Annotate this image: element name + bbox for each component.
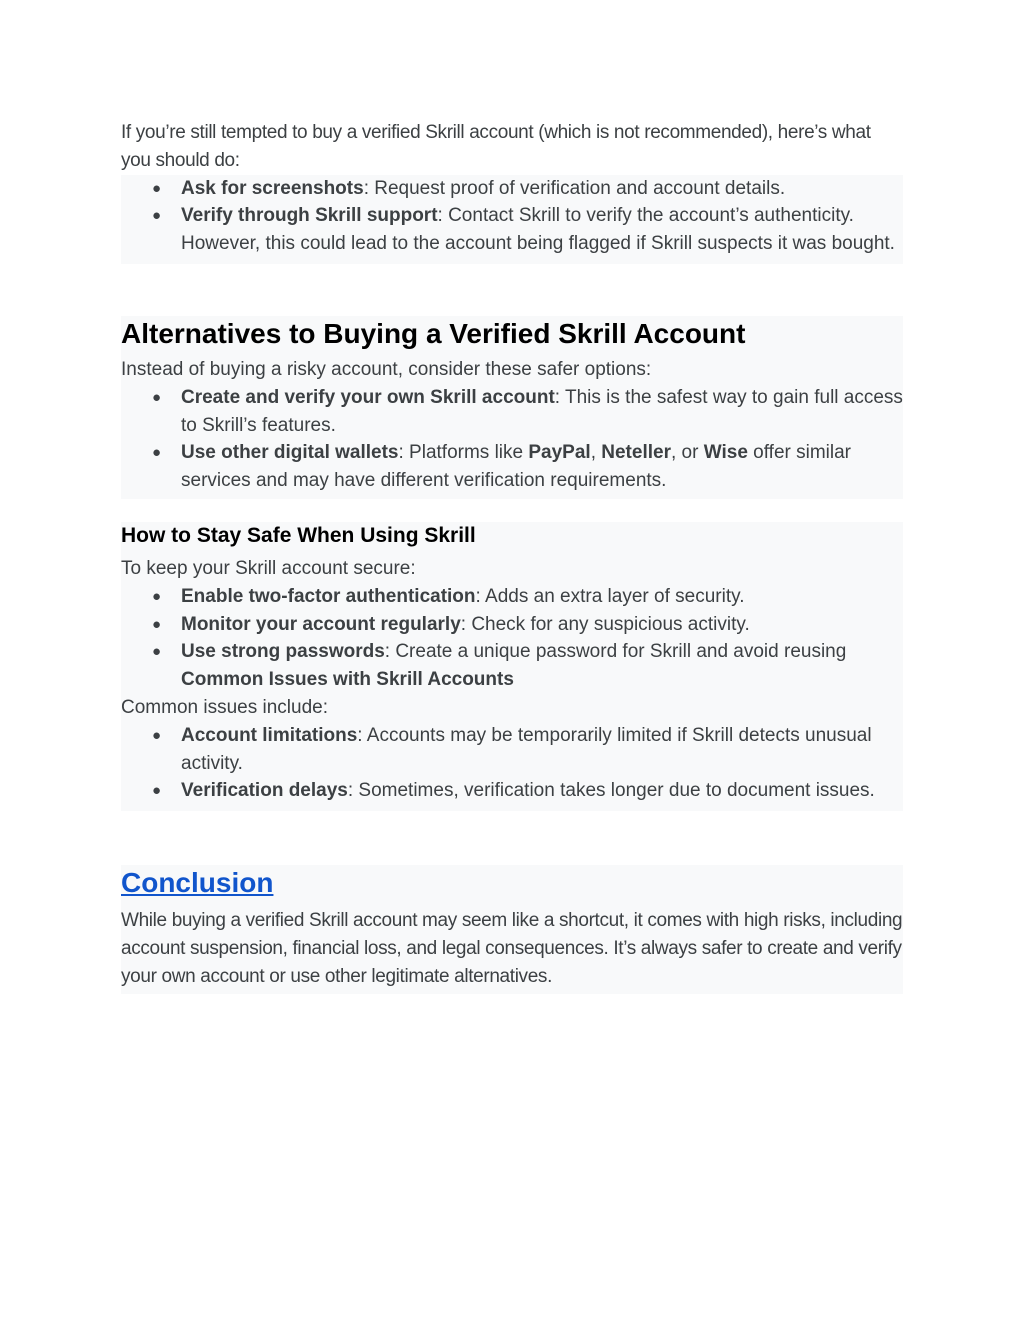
item-text: : This is the safest way to gain full access to Skrill’s features. [181,386,903,436]
conclusion-section [121,865,903,994]
alternatives-paragraph: Instead of buying a risky account, consider these safer options: [121,359,652,380]
bullet-icon: ● [152,782,162,800]
paypal-label: PayPal [528,442,591,464]
list-item [152,722,903,778]
intro-section [121,119,903,264]
safety-list [121,583,903,666]
item-bold: Ask for screenshots [181,177,364,199]
alternatives-list [121,384,903,499]
item-text: : Sometimes, verification takes longer due to document issues. [347,780,875,802]
alternatives-section [121,316,903,499]
item-bold: Enable two-factor authentication [181,585,476,607]
list-item [152,202,903,258]
item-bold: Monitor your account regularly [181,613,461,635]
bullet-icon: ● [152,444,162,462]
list-item [152,583,903,611]
item-text: : Contact Skrill to verify the account’s authenticity. However, this could lead to the account being flagged if Skrill suspects it was bought. [181,205,895,255]
issues-list [121,722,903,811]
item-text: , or [670,442,704,464]
intro-paragraph: If you’re still tempted to buy a verified Skrill account (which is not recommended), here’s what you should do: [121,122,871,171]
neteller-label: Neteller [601,442,671,464]
safety-heading: How to Stay Safe When Using Skrill [121,524,476,547]
item-bold: Account limitations [181,724,358,746]
list-item [152,638,903,666]
bullet-icon: ● [152,643,162,661]
issues-subheading: Common Issues with Skrill Accounts [121,666,903,694]
item-text: , [590,442,602,464]
safety-paragraph: To keep your Skrill account secure: [121,558,416,579]
item-text: : Platforms like [398,442,529,464]
bullet-icon: ● [152,726,162,744]
list-item [152,175,903,203]
list-item [152,384,903,440]
bullet-icon: ● [152,179,162,197]
item-bold: Verify through Skrill support [181,205,438,227]
wise-label: Wise [703,442,748,464]
bullet-icon: ● [152,587,162,605]
item-bold: Use strong passwords [181,641,385,663]
item-text: : Accounts may be temporarily limited if Skrill detects unusual activity. [181,724,872,774]
item-text: : Check for any suspicious activity. [460,613,750,635]
list-item [152,777,903,805]
list-item [152,439,903,495]
conclusion-heading-link[interactable]: Conclusion [121,867,274,898]
item-bold: Use other digital wallets [181,442,399,464]
safety-section [121,522,903,811]
bullet-icon: ● [152,388,162,406]
bullet-icon: ● [152,615,162,633]
conclusion-paragraph: While buying a verified Skrill account may seem like a shortcut, it comes with high risks, including account suspension, financial loss, and legal consequences. It’s always safer to create and verify your own account or use other legitimate alternatives. [121,910,903,987]
item-bold: Verification delays [181,780,348,802]
list-item [152,611,903,639]
bullet-icon: ● [152,207,162,225]
item-text: : Create a unique password for Skrill and avoid reusing [384,641,847,663]
item-text: : Adds an extra layer of security. [475,585,745,607]
issues-paragraph: Common issues include: [121,696,328,718]
item-bold: Create and verify your own Skrill account [181,386,555,408]
intro-list [121,175,903,264]
alternatives-heading: Alternatives to Buying a Verified Skrill Account [121,318,746,349]
item-text: : Request proof of verification and account details. [363,177,786,199]
item-text: offer similar services and may have different verification requirements. [181,442,852,492]
